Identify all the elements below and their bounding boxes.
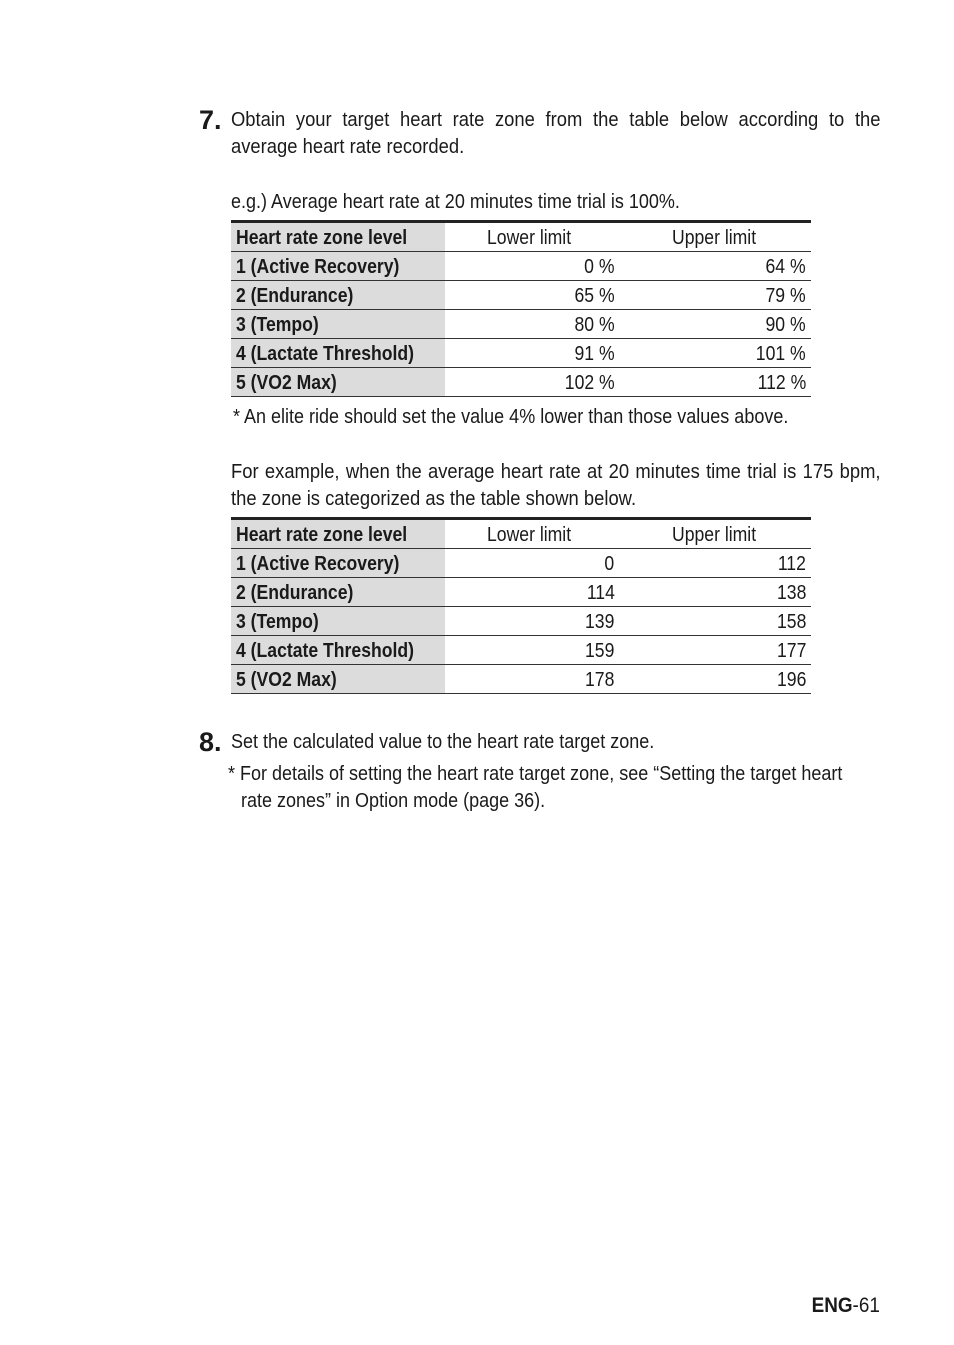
header-zone-level: Heart rate zone level [231,519,445,549]
step-8-number: 8. [199,727,222,757]
lower-limit-cell: 159 [445,636,625,665]
table-row [231,281,811,310]
zone-level-cell: 2 (Endurance) [231,281,445,310]
example-caption: e.g.) Average heart rate at 20 minutes time trial is 100%. [231,191,680,213]
zone-level-cell: 4 (Lactate Threshold) [231,339,445,368]
lower-limit-cell: 139 [445,607,625,636]
header-upper-limit: Upper limit [625,519,811,549]
lower-limit-cell: 91 % [445,339,625,368]
lower-limit-cell: 65 % [445,281,625,310]
elite-note: * An elite ride should set the value 4% lower than those values above. [233,406,789,428]
upper-limit-cell: 177 [625,636,811,665]
table-row [231,578,811,607]
table-row [231,636,811,665]
step-7-number: 7. [199,105,222,135]
step-8-note-line-1: * For details of setting the heart rate target zone, see “Setting the target heart [228,763,843,785]
table-header-row [231,519,811,549]
zone-level-cell: 1 (Active Recovery) [231,252,445,281]
table-row [231,368,811,397]
upper-limit-cell: 112 [625,549,811,578]
lower-limit-cell: 178 [445,665,625,694]
table-header-row [231,222,811,252]
header-upper-limit: Upper limit [625,222,811,252]
table-row [231,607,811,636]
zone-percent-table [231,220,811,397]
zone-level-cell: 1 (Active Recovery) [231,549,445,578]
upper-limit-cell: 101 % [625,339,811,368]
upper-limit-cell: 138 [625,578,811,607]
header-lower-limit: Lower limit [445,519,625,549]
zone-bpm-table [231,517,811,694]
zone-level-cell: 3 (Tempo) [231,607,445,636]
page-number-prefix: ENG [811,1294,853,1317]
table-row [231,339,811,368]
zone-level-cell: 2 (Endurance) [231,578,445,607]
upper-limit-cell: 158 [625,607,811,636]
table-row [231,665,811,694]
lower-limit-cell: 0 % [445,252,625,281]
step-7-text: Obtain your target heart rate zone from the table below according to the average heart rate recorded. [231,109,881,158]
lower-limit-cell: 102 % [445,368,625,397]
header-zone-level: Heart rate zone level [231,222,445,252]
page-number-value: -61 [852,1294,880,1317]
upper-limit-cell: 64 % [625,252,811,281]
upper-limit-cell: 79 % [625,281,811,310]
page-number [812,1292,880,1320]
lower-limit-cell: 114 [445,578,625,607]
zone-level-cell: 3 (Tempo) [231,310,445,339]
zone-level-cell: 5 (VO2 Max) [231,665,445,694]
step-8-note-line-2: rate zones” in Option mode (page 36). [241,790,546,812]
table-row [231,310,811,339]
example-175-text: For example, when the average heart rate at 20 minutes time trial is 175 bpm, the zone is categorized as the table shown below. [231,461,881,510]
upper-limit-cell: 90 % [625,310,811,339]
header-lower-limit: Lower limit [445,222,625,252]
zone-level-cell: 4 (Lactate Threshold) [231,636,445,665]
table-row [231,549,811,578]
step-8-text: Set the calculated value to the heart rate target zone. [231,731,655,753]
upper-limit-cell: 196 [625,665,811,694]
table-row [231,252,811,281]
zone-level-cell: 5 (VO2 Max) [231,368,445,397]
upper-limit-cell: 112 % [625,368,811,397]
lower-limit-cell: 0 [445,549,625,578]
lower-limit-cell: 80 % [445,310,625,339]
